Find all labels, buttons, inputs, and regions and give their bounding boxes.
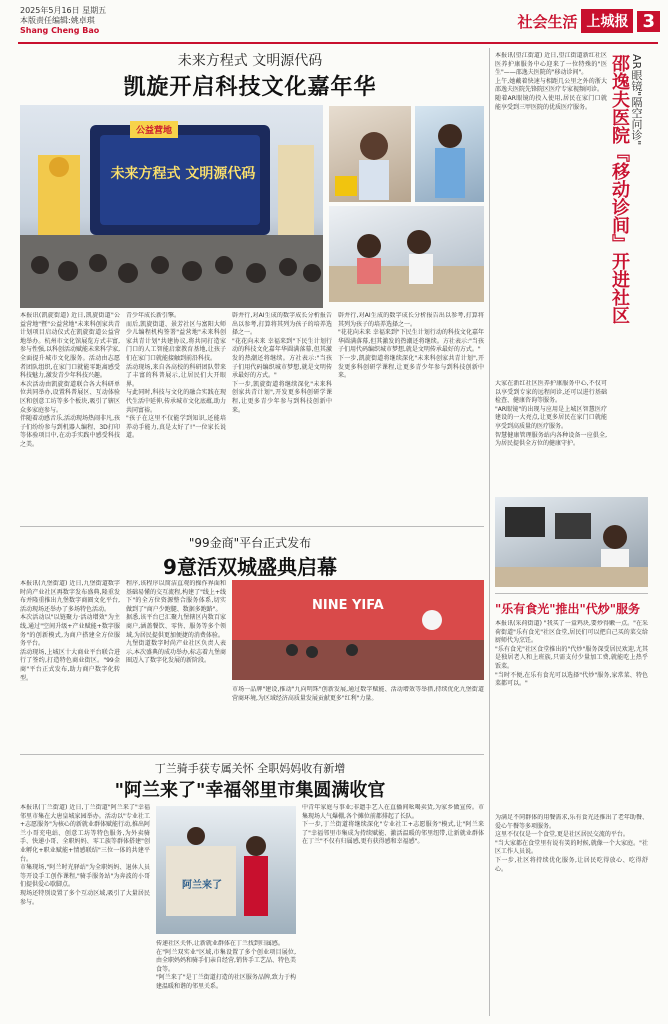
story2-col3: 市场一品牌"建设,推动"九向明珠"创新发展,通过数字赋能、活动增效等举措,持续优化九堡街道营商环境,为区域经济高质量发展贡献更多"红利"力量。 bbox=[232, 686, 484, 702]
brand-line: Shang Cheng Bao bbox=[20, 26, 100, 35]
story1-photo-3 bbox=[415, 106, 484, 202]
story3-col2: 传递社区关怀,让新就业群体在丁兰找到归属感。 在"阿兰双实业"区域,市集设置了多个创业项目展位,由全职妈妈和骑手们亲自经营,销售手工艺品、特色美食等。 "阿兰来了"是丁兰街道打造的社区服务品牌,致力于构建温暖和谐的邻里关系。 bbox=[156, 940, 296, 990]
divider-1 bbox=[20, 526, 484, 527]
header-meta bbox=[20, 6, 106, 36]
story2-photo bbox=[232, 580, 484, 680]
story2-headline: 9意活双城盛典启幕 bbox=[163, 555, 337, 579]
story1-headline: 凯旋开启科技文化嘉年华 bbox=[123, 75, 377, 100]
story2-kicker: "99金商"平台正式发布 bbox=[188, 536, 312, 550]
divider-3 bbox=[495, 593, 648, 594]
story1-kicker: 未来方程式 文明源代码 bbox=[177, 53, 323, 69]
story1-col2: 青少年成长新引擎。 而后,凯旋街道、景芳社区与富阳大师少儿编程机构签署"益营地"未来科创家共青计划"共建协议,将共同打造家门口的人工智能启蒙教育基地,让孩子们在家门口就能接触到前沿科技。 活动现场,来自各高校的科研团队带来了丰富的科普展示,让居民们大开眼界。 与此同时,科技与文化的融合实践在现代生活中延伸,传承城市文化底蕴,助力共同富裕。 "孩子在这里不仅能学到知识,还能培养动手能力,真是太好了!"一位家长说道。 bbox=[126, 312, 226, 440]
date-line: 2025年5月16日 星期五 bbox=[20, 6, 107, 15]
story2-sign-text: NINE YIFA bbox=[312, 598, 384, 613]
story3-kicker: 丁兰骑手获专属关怀 全职妈妈收有新增 bbox=[154, 762, 346, 775]
story1-main-photo bbox=[20, 105, 323, 308]
ar-consult-illustration bbox=[495, 497, 648, 587]
stage-banner-sub: 公益营地 bbox=[130, 121, 178, 138]
top-rule bbox=[18, 42, 658, 44]
story3-photo bbox=[156, 806, 296, 934]
story1-col4: 辟并行,对AI生成的数字成长分析报告出以参考,打算将其列为孩子的培养选择之一。 "花花向未来 幸福来到"下民生计划行动的科技文化嘉年华圆满落幕,但其激发的热潮还将继续。方社表示:"当孩子们用代码编织城市梦想,就是文明传承最好的方式。" 下一步,凯旋街道将继续深化"未来科创家共青计划",开发更多科创研学课程,让更多青少年参与到科技创新中来。 bbox=[338, 312, 484, 380]
story3-photo-text: 阿兰来了 bbox=[182, 880, 222, 891]
paper-logo: 上城报 bbox=[581, 9, 633, 33]
page-number: 3 bbox=[637, 11, 660, 32]
side1-headline: 邵逸夫医院『移动诊间』开进社区 bbox=[609, 54, 630, 324]
masthead bbox=[517, 4, 660, 38]
section-name: 社会生活 bbox=[517, 12, 578, 31]
story1-col1: 本报讯(凯旋街道) 近日,凯旋街道"公益营地"暨"公益营地"未来科创家共青计划项目启动仪式在凯旋街道公益营地举办。杭州市文化馆展览方式丰富,参与性强,以科创活动赋能未来科学家,全面提升城市文化服务。活动由志愿者团队组织,在家门口就能零距离感受科技魅力,激发青少年科技兴趣。 本次活动由凯旋街道联合各大科研单位共同举办,设置科普展区、互动体验区和创意工坊等多个板块,吸引了辖区众多家庭参与。 伴随着动感音乐,活动现场热闹非凡,孩子们纷纷参与到机器人编程、3D打印等体验项目中,在动手实践中感受科技之美。 bbox=[20, 312, 120, 448]
side2-col1: 本报讯(采荷街道) "我买了一盒鸡块,要炒得嫩一点。"在采荷街道"乐有食光"社区食堂,居民们可以把自己买的菜交给厨师代为烹饪。 "乐有食光"社区食堂推出的"代炒"服务深受居民欢迎,尤其是独居老人和上班族,只需支付少量加工费,就能吃上热乎饭菜。 "当时不便,在乐有食光可以选择"代炒"服务,家常菜、特色菜都可以。" bbox=[495, 620, 648, 688]
child-robot-illustration bbox=[329, 106, 411, 202]
story1-col3: 辟并行,对AI生成的数字成长分析报告出以参考,打算将其列为孩子的培养选择之一。 "花花向未来 幸福来到"下民生计划行动的科技文化嘉年华圆满落幕,但其激发的热潮还将继续。方社表示:"当孩子们用代码编织城市梦想,就是文明传承最好的方式。" 下一步,凯旋街道将继续深化"未来科创家共青计划",开发更多科创研学课程,让更多青少年参与到科技创新中来。 bbox=[232, 312, 332, 414]
market-booth-illustration bbox=[156, 806, 296, 934]
story3-headline: "阿兰来了"幸福邻里市集圆满收官 bbox=[114, 780, 386, 801]
side1-kicker: AR眼镜"隔空问诊" bbox=[630, 54, 643, 146]
story3-col1: 本报讯(丁兰街道) 近日,丁兰街道"阿兰来了"幸福邻里市集在大唐皇城家园举办。活动以"专业社工+志愿服务"为核心的新就业群体赋能行动,推出阿兰小哥充电站、创意工坊等特色服务,为外卖骑手、快递小哥、全职妈妈、零工族等群体搭建"创业孵化+职业赋能+情感联结"三位一体的共建平台。 市集现场,"阿兰时光驿站"为全职妈妈、退休人员等开设手工创作课程,"骑手服务站"为奔波的小哥们提供爱心歇脚点。 现场还特别设置了多个互动区域,吸引了大量居民参与。 bbox=[20, 804, 150, 906]
column-separator bbox=[489, 48, 490, 1016]
side1-col2: 大家在新红社区医养护康服务中心,不仅可以享受到专家的远程问诊,还可以进行基础检查、健康咨询等服务。 "AR眼镜"的出现与应用是上城区智慧医疗建设的一大亮点,让更多居民在家门口就能享受到高质量的医疗服务。 智慧健康管理服务站内各种设备一应俱全,为居民提供全方位的健康守护。 bbox=[495, 380, 607, 448]
story2-col1: 本报讯(九堡街道) 近日,九堡街道数字时尚产业社区再数字发布盛典,隆重发布并隆重推出九堡数字商圈文化平台,活动现场还举办了多场特色活动。 本次活动以"以链聚力·活动增效"为主线,通过"空间升级+产业赋能+数字服务"的创新模式,为商户搭建全方位服务平台。 活动现场,上城区十大商业平台联合进行了签约,打造特色商业街区。"99金商"平台正式发布,助力商户数字化转型。 bbox=[20, 580, 120, 682]
side2-col2: 为满足不同群体的用餐需求,乐有食光还推出了老年助餐、爱心午餐等多项服务。 这里不仅仅是一个食堂,更是社区居民交流的平台。 "当大家都在食堂里有说有笑的时候,就像一个大家庭。"社区工作人员说。 下一步,社区将持续优化服务,让居民吃得放心、吃得舒心。 bbox=[495, 814, 648, 873]
divider-2 bbox=[20, 754, 484, 755]
stage-banner-text: 未来方程式 文明源代码 bbox=[110, 166, 256, 182]
story1-photo-4 bbox=[329, 206, 484, 302]
volunteer-illustration bbox=[415, 106, 484, 202]
story1-photo-2 bbox=[329, 106, 411, 202]
side2-headline: "乐有食光"推出"代炒"服务 bbox=[495, 602, 641, 616]
story3-col3: 中青年家庭与事业;非遗手艺人在直播间吆喝卖货,为家乡做宣传。市集现场人气爆棚,各个摊位前都排起了长队。 下一步,丁兰街道将继续深化"专业社工+志愿服务"模式,让"阿兰来了"幸福邻里市集成为持续赋能、激活温暖的邻里纽带,让新就业群体在丁兰"不仅有归属感,更有获得感和幸福感"。 bbox=[302, 804, 484, 846]
story2-col2: 程序,该程序以简洁直观的操作界面和基础易懂的交互流程,构建了"线上+线下"的全方位资源整合服务体系,切实做到了"商户少跑腿、数据多跑路"。 据悉,该平台已汇聚九堡辖区内数百家商户,涵盖餐饮、零售、服务等多个领域,为居民提供更加便捷的消费体验。 九堡街道数字时尚产业社区负责人表示,本次盛典的成功举办,标志着九堡商圈迈入了数字化发展的新阶段。 bbox=[126, 580, 226, 665]
editor-line: 本版责任编辑:姚卓琪 bbox=[20, 16, 95, 25]
workshop-illustration bbox=[329, 206, 484, 302]
side1-photo bbox=[495, 497, 648, 587]
stage-performance-illustration bbox=[232, 580, 484, 680]
side1-col1: 本报讯(望江街道) 近日,望江街道新红社区医养护康服务中心迎来了一位特殊的"医生"——邵逸夫医院的"移动诊间"。 上午,她戴着快速与相距几公里之外的浙大邵逸夫医院先锋院区医疗专家视频问诊。 随着AR眼镜的投入使用,居民在家门口就能享受到三甲医院的优质医疗服务。 bbox=[495, 52, 607, 111]
